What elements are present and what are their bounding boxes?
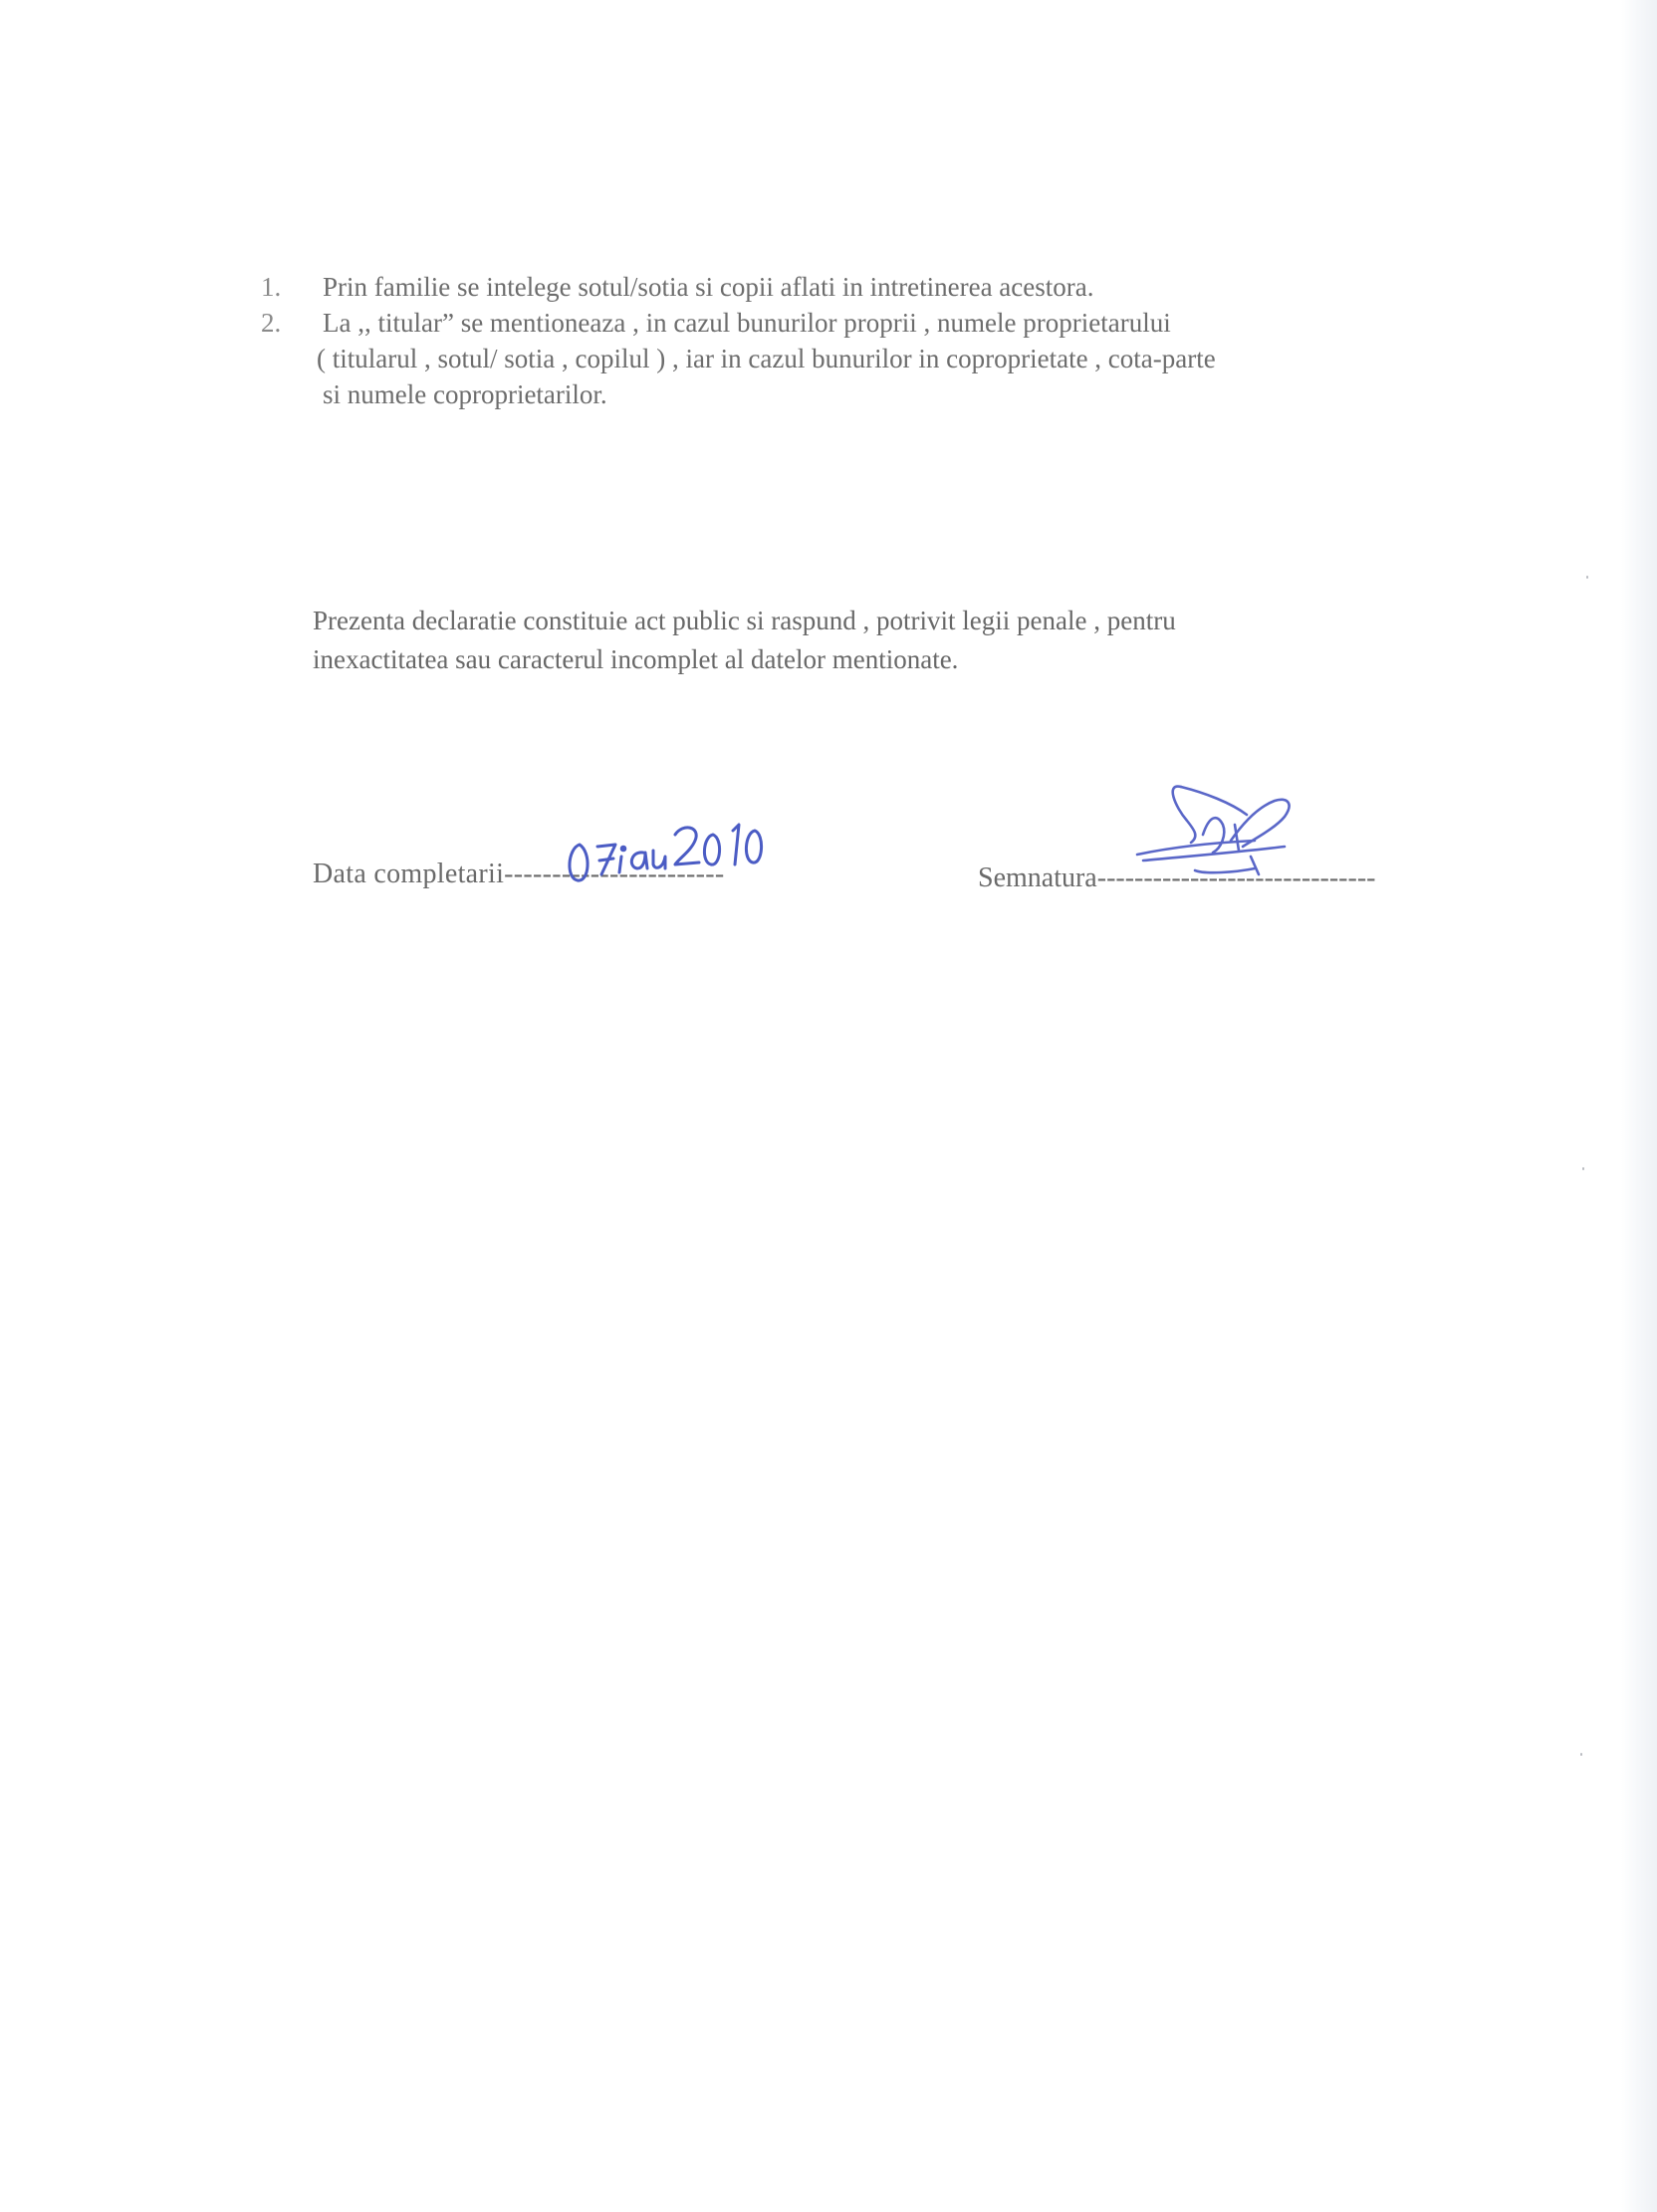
handwritten-date [564,805,803,886]
scan-speck [1580,1753,1582,1756]
scan-edge-shadow [1621,0,1657,2212]
legal-statement [313,602,1388,679]
footnotes-list [261,269,1406,412]
footnote-2 [261,305,1406,412]
footnote-text: Prin familie se intelege sotul/sotia si copii aflati in intretinerea acestora. [323,272,1094,302]
footnote-text: si numele coproprietarilor. [323,379,607,409]
statement-line: Prezenta declaratie constituie act public si raspund , potrivit legii penale , pentru [313,606,1176,635]
scan-speck [1586,576,1588,579]
footnote-text: La ,, titular” se mentioneaza , in cazul bunurilor proprii , numele proprietarului [323,308,1171,338]
footnote-number: 1. [261,272,282,302]
statement-line: inexactitatea sau caracterul incomplet al datelor mentionate. [313,644,959,674]
scan-speck [1582,1167,1584,1170]
footnote-number: 2. [261,308,282,338]
signature-label: Semnatura------------------------------ [978,862,1376,893]
footnote-text: ( titularul , sotul/ sotia , copilul ) , iar in cazul bunurilor in coproprietate , cota-parte [317,344,1216,373]
handwritten-signature [1135,777,1319,886]
footnote-1 [261,269,1406,305]
completion-date-label: Data completarii----------------------- [313,859,725,889]
